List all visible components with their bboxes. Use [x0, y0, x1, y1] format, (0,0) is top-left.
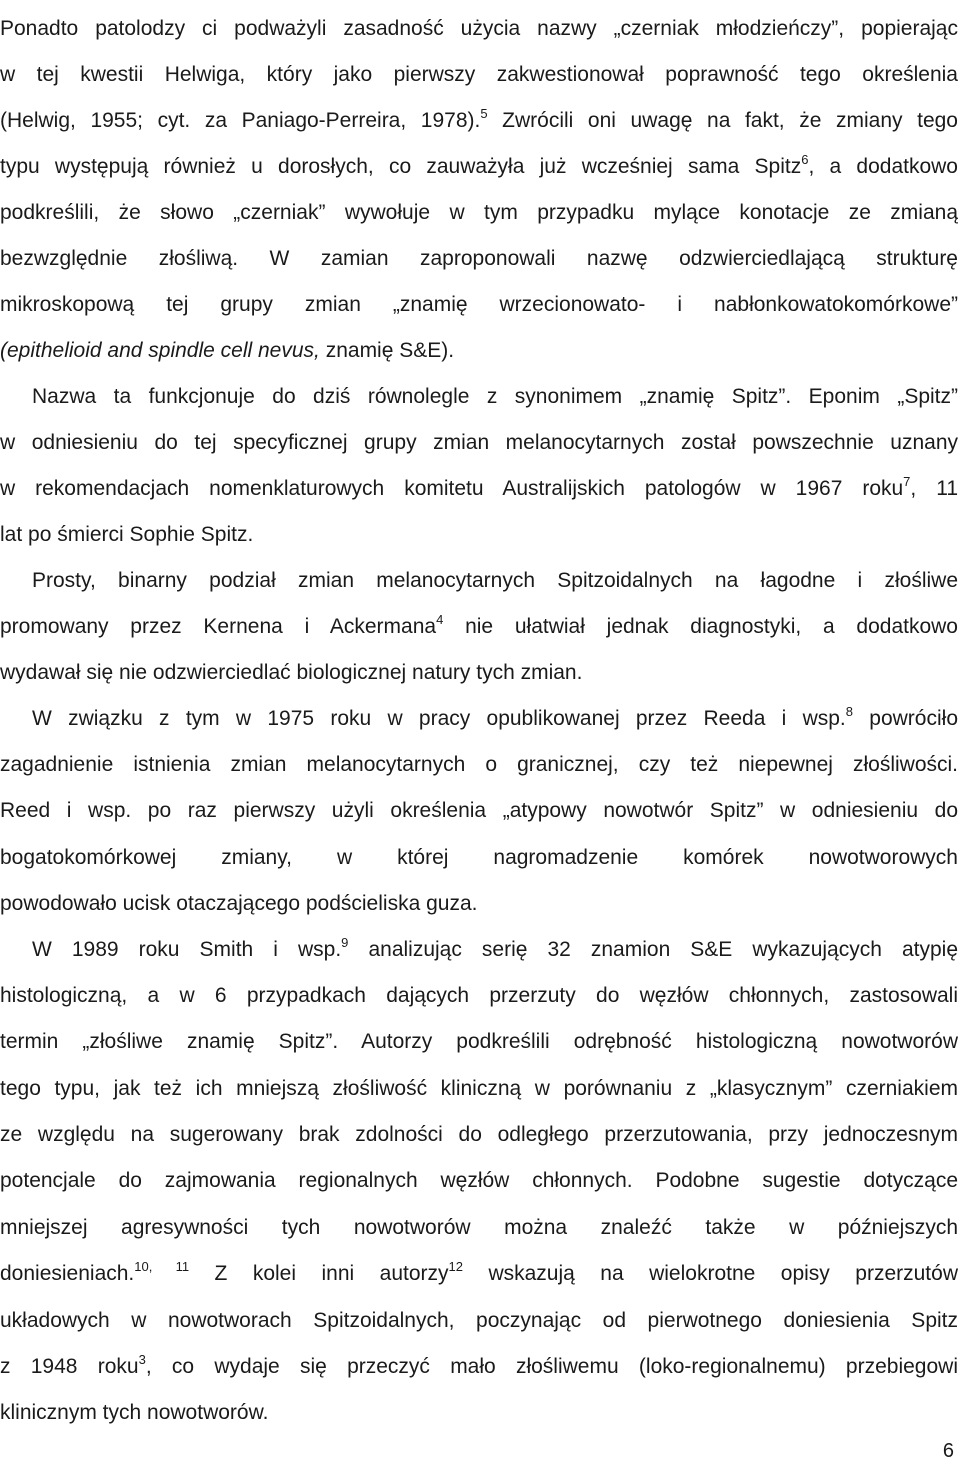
text-segment: termin „złośliwe znamię Spitz”. Autorzy podkreślili odrębność histologiczną nowotworów	[0, 1030, 958, 1053]
text-segment: promowany przez Kernena i Ackermana	[0, 615, 437, 638]
text-segment: , co wydaje się przeczyć mało złośliwemu (loko-regionalnemu) przebiegowi	[145, 1355, 958, 1378]
text-segment: ze względu na sugerowany brak zdolności do odległego przerzutowania, przy jednoczesnym	[0, 1123, 958, 1146]
text-segment: Z kolei inni autorzy	[189, 1262, 449, 1285]
text-line	[0, 108, 958, 136]
text-segment: układowych w nowotworach Spitzoidalnych, poczynając od pierwotnego doniesienia Spitz	[0, 1309, 958, 1332]
text-line	[32, 384, 958, 410]
text-line	[0, 1261, 958, 1289]
footnote-reference: 3	[138, 1354, 146, 1367]
text-line	[32, 937, 958, 965]
text-segment: zagadnienie istnienia zmian melanocytarnych o granicznej, czy też niepewnej złośliwości.	[0, 753, 958, 776]
text-segment: lat po śmierci Sophie Spitz.	[0, 523, 254, 546]
text-segment: mniejszej agresywności tych nowotworów można znaleźć także w późniejszych	[0, 1216, 958, 1239]
text-line	[0, 1168, 958, 1194]
text-line	[0, 430, 958, 456]
footnote-reference: 7	[903, 476, 911, 489]
text-line	[0, 983, 958, 1009]
text-line	[0, 614, 958, 642]
text-line	[0, 1308, 958, 1334]
text-segment: W 1989 roku Smith i wsp.	[32, 938, 342, 961]
text-segment: nie ułatwiał jednak diagnostyki, a dodatkowo	[443, 615, 958, 638]
text-line	[0, 62, 958, 88]
text-segment: doniesieniach.	[0, 1262, 135, 1285]
text-segment: wskazują na wielokrotne opisy przerzutów	[462, 1262, 958, 1285]
text-segment: wydawał się nie odzwierciedlać biologicznej natury tych zmian.	[0, 661, 583, 684]
text-line	[0, 660, 958, 686]
text-segment: znamię S&E).	[319, 339, 455, 362]
text-segment: W związku z tym w 1975 roku w pracy opublikowanej przez Reeda i wsp.	[32, 707, 846, 730]
text-line	[0, 246, 958, 272]
text-line	[0, 1400, 958, 1426]
text-segment: typu występują również u dorosłych, co zauważyła już wcześniej sama Spitz	[0, 155, 802, 178]
footnote-reference: 4	[436, 614, 444, 627]
text-line	[0, 522, 958, 548]
text-segment: powróciło	[853, 707, 958, 730]
footnote-reference: 6	[801, 154, 809, 167]
text-line	[32, 706, 958, 734]
footnote-reference: 9	[341, 937, 349, 950]
text-segment: , a dodatkowo	[808, 155, 958, 178]
text-segment: klinicznym tych nowotworów.	[0, 1401, 269, 1424]
text-segment: (Helwig, 1955; cyt. za Paniago-Perreira, 1978).	[0, 109, 481, 132]
text-line	[0, 1029, 958, 1055]
text-line	[0, 292, 958, 318]
footnote-reference: 8	[845, 706, 854, 719]
text-segment: w odniesieniu do tej specyficznej grupy zmian melanocytarnych został powszechnie uznany	[0, 431, 958, 454]
text-segment: bezwzględnie złośliwą. W zamian zaproponowali nazwę odzwierciedlającą strukturę	[0, 247, 958, 270]
text-line	[0, 1354, 958, 1382]
text-segment: , 11	[910, 477, 958, 500]
text-segment: Zwrócili oni uwagę na fakt, że zmiany tego	[487, 109, 958, 132]
footnote-reference: 10, 11	[134, 1261, 190, 1274]
text-segment: Prosty, binarny podział zmian melanocytarnych Spitzoidalnych na łagodne i złośliwe	[32, 569, 958, 592]
text-line	[0, 1076, 958, 1102]
text-line	[0, 1122, 958, 1148]
text-line	[0, 752, 958, 778]
text-segment: w rekomendacjach nomenklaturowych komitetu Australijskich patologów w 1967 roku	[0, 477, 904, 500]
text-segment: podkreślili, że słowo „czerniak” wywołuje w tym przypadku mylące konotacje ze zmianą	[0, 201, 958, 224]
text-segment: z 1948 roku	[0, 1355, 139, 1378]
text-segment: Nazwa ta funkcjonuje do dziś równolegle z synonimem „znamię Spitz”. Eponim „Spitz”	[32, 385, 958, 408]
page-number: 6	[942, 1440, 954, 1462]
footnote-reference: 5	[480, 108, 488, 121]
text-line	[0, 200, 958, 226]
text-segment: potencjale do zajmowania regionalnych węzłów chłonnych. Podobne sugestie dotyczące	[0, 1169, 958, 1192]
text-segment: tego typu, jak też ich mniejszą złośliwość kliniczną w porównaniu z „klasycznym” czerniakiem	[0, 1077, 958, 1100]
text-segment: (epithelioid and spindle cell nevus,	[0, 339, 320, 362]
text-line	[0, 476, 958, 504]
text-segment: w tej kwestii Helwiga, który jako pierwszy zakwestionował poprawność tego określenia	[0, 63, 958, 86]
text-segment: powodowało ucisk otaczającego podścieliska guza.	[0, 892, 478, 915]
text-line	[32, 568, 958, 594]
text-segment: Reed i wsp. po raz pierwszy użyli określenia „atypowy nowotwór Spitz” w odniesieniu do	[0, 799, 958, 822]
text-line	[0, 16, 958, 42]
text-line	[0, 798, 958, 824]
text-line	[0, 891, 958, 917]
text-line	[0, 845, 958, 871]
text-segment: histologiczną, a w 6 przypadkach dających przerzuty do węzłów chłonnych, zastosowali	[0, 984, 958, 1007]
text-segment: mikroskopową tej grupy zmian „znamię wrzecionowato- i nabłonkowatokomórkowe”	[0, 293, 958, 316]
text-segment: Ponadto patolodzy ci podważyli zasadność użycia nazwy „czerniak młodzieńczy”, popierając	[0, 17, 958, 40]
footnote-reference: 12	[448, 1261, 463, 1274]
text-segment: bogatokomórkowej zmiany, w której nagromadzenie komórek nowotworowych	[0, 846, 958, 869]
text-line	[0, 338, 958, 364]
text-segment: analizując serię 32 znamion S&E wykazujących atypię	[348, 938, 958, 961]
text-line	[0, 154, 958, 182]
text-line	[0, 1215, 958, 1241]
